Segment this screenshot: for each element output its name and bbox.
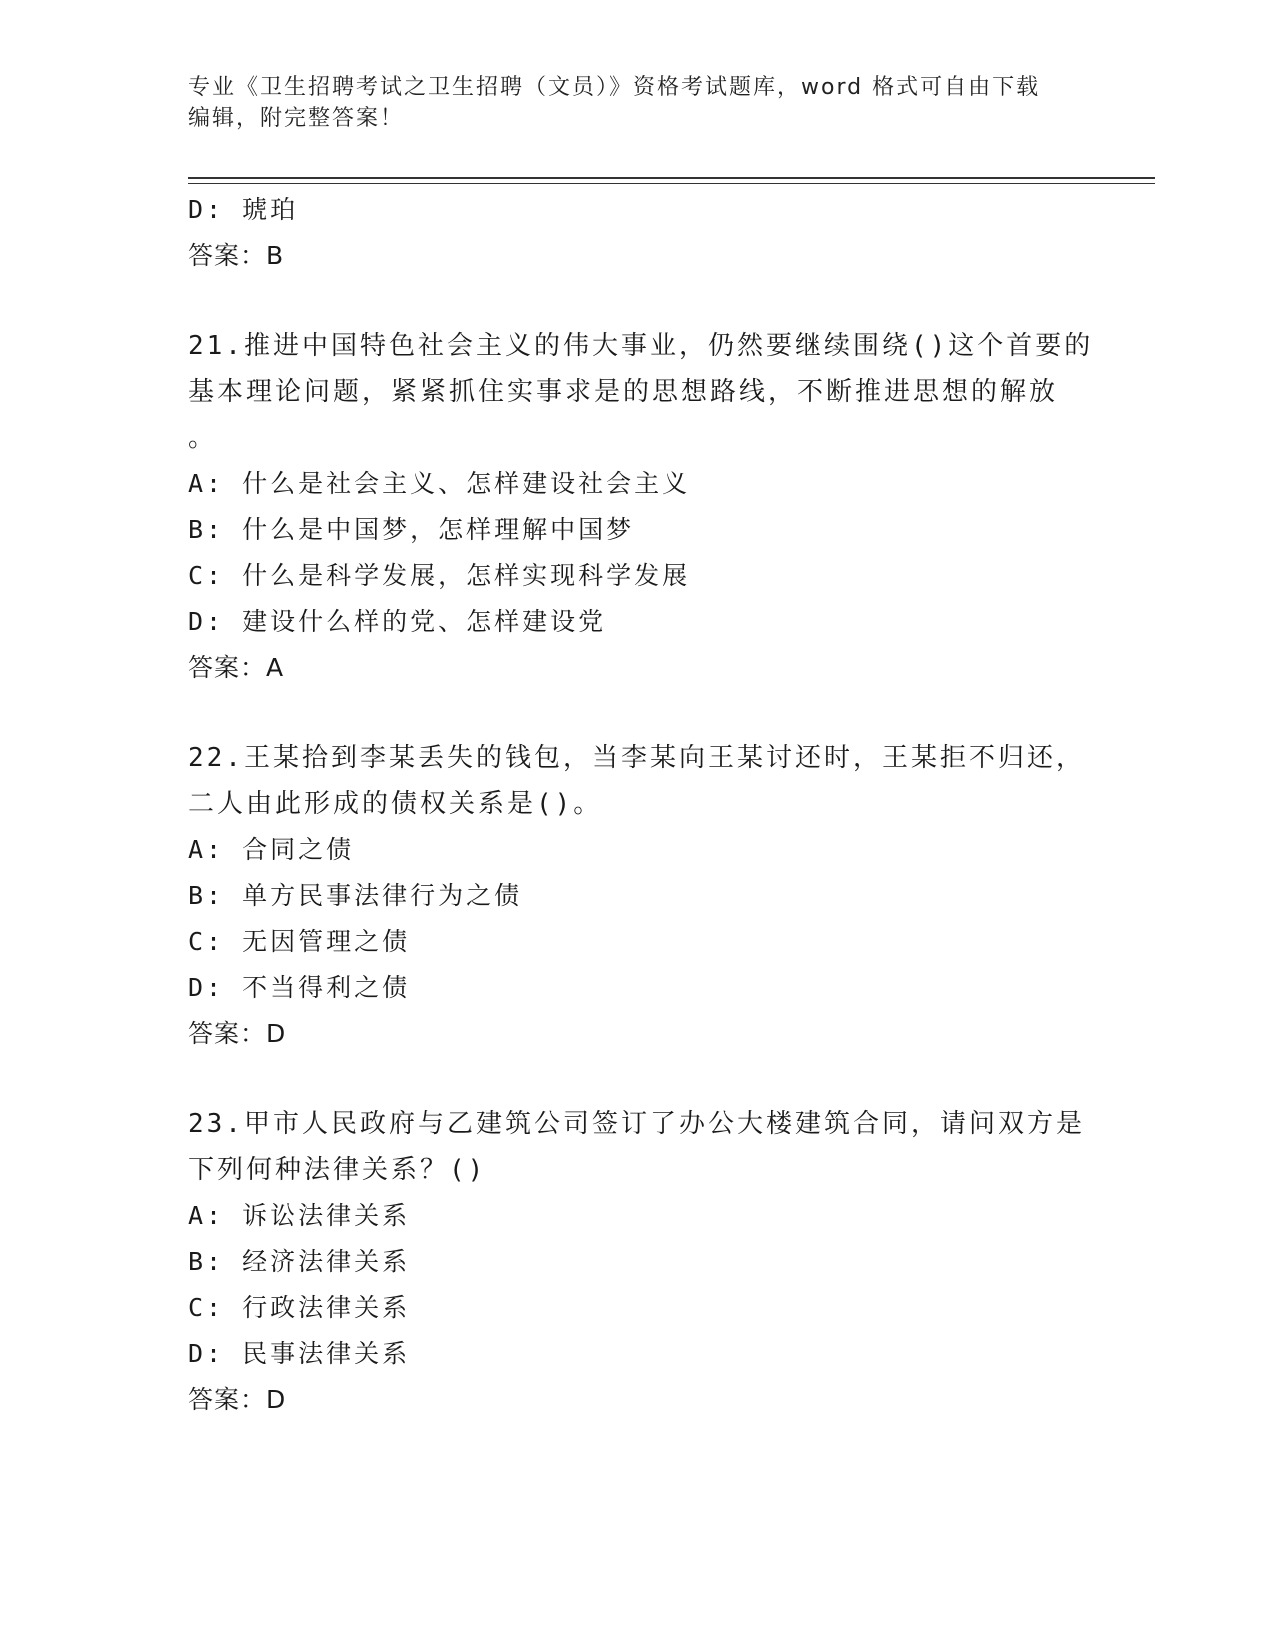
- option-a: A: 诉讼法律关系: [188, 1201, 411, 1230]
- document-header: [188, 72, 1088, 134]
- header-divider-thin: [188, 183, 1155, 184]
- option-c: C: 行政法律关系: [188, 1293, 411, 1322]
- option-d: D: 民事法律关系: [188, 1339, 411, 1368]
- option-a: A: 合同之债: [188, 835, 355, 864]
- question-21: [188, 323, 1094, 691]
- question-stem-line: 21.推进中国特色社会主义的伟大事业，仍然要继续围绕()这个首要的: [188, 331, 1094, 361]
- option-d-previous: D: 琥珀: [188, 195, 299, 224]
- question-23: [188, 1101, 1088, 1423]
- header-divider-thick: [188, 177, 1155, 179]
- header-line-2: 编辑，附完整答案！: [188, 106, 405, 131]
- question-stem-line: 下列何种法律关系？(): [188, 1155, 487, 1185]
- question-stem-line: 。: [188, 423, 218, 453]
- question-stem-line: 22.王某拾到李某丢失的钱包，当李某向王某讨还时，王某拒不归还，: [188, 743, 1085, 773]
- option-d: D: 不当得利之债: [188, 973, 411, 1002]
- question-stem-line: 23.甲市人民政府与乙建筑公司签订了办公大楼建筑合同，请问双方是: [188, 1109, 1085, 1139]
- answer: 答案：A: [188, 653, 285, 682]
- header-line-1: 专业《卫生招聘考试之卫生招聘（文员）》资格考试题库，word 格式可自由下载: [188, 75, 1041, 100]
- option-c: C: 无因管理之债: [188, 927, 411, 956]
- question-stem-line: 基本理论问题，紧紧抓住实事求是的思想路线，不断推进思想的解放: [188, 377, 1059, 407]
- answer-previous: 答案：B: [188, 241, 285, 270]
- option-b: B: 什么是中国梦，怎样理解中国梦: [188, 515, 635, 544]
- option-b: B: 单方民事法律行为之债: [188, 881, 523, 910]
- answer: 答案：D: [188, 1019, 287, 1048]
- answer: 答案：D: [188, 1385, 287, 1414]
- question-22: [188, 735, 1088, 1057]
- question-stem-line: 二人由此形成的债权关系是()。: [188, 789, 603, 819]
- option-d: D: 建设什么样的党、怎样建设党: [188, 607, 607, 636]
- option-c: C: 什么是科学发展，怎样实现科学发展: [188, 561, 691, 590]
- option-a: A: 什么是社会主义、怎样建设社会主义: [188, 469, 691, 498]
- option-b: B: 经济法律关系: [188, 1247, 411, 1276]
- question-list: [188, 187, 1094, 1423]
